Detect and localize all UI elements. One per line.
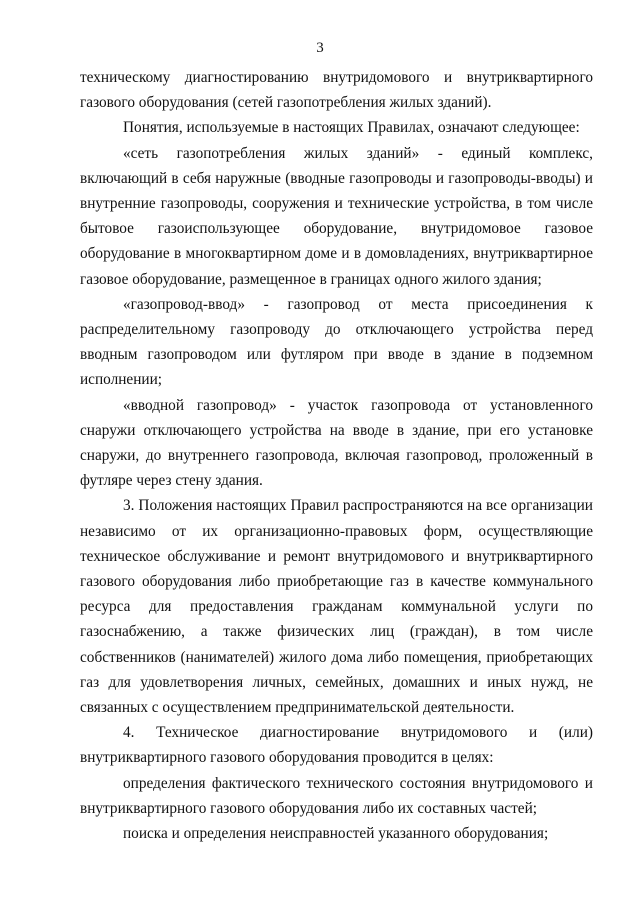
paragraph-clause-3: 3. Положения настоящих Правил распространяются на все организации независимо от их организационно-правовых форм, осуществляющие техническое обслуживание и ремонт внутридомового и внутриквартирного газового оборудования либо приобретающие газ в качестве коммунального ресурса для предоставления гражданам коммунальной услуги по газоснабжению, а также физических лиц (граждан), в том числе собственников (нанимателей) жилого дома либо помещения, приобретающих газ для удовлетворения личных, семейных, домашних и иных нужд, не связанных с осуществлением предпринимательской деятельности. bbox=[80, 497, 593, 717]
document-body bbox=[80, 65, 593, 846]
paragraph-continuation: техническому диагностированию внутридомового и внутриквартирного газового оборудования (сетей газопотребления жилых зданий). bbox=[80, 69, 593, 112]
paragraph-purpose-1: определения фактического технического состояния внутридомового и внутриквартирного газового оборудования либо их составных частей; bbox=[80, 774, 593, 817]
paragraph-definitions-intro: Понятия, используемые в настоящих Правилах, означают следующее: bbox=[123, 119, 580, 137]
paragraph-definition-gas-inlet: «газопровод-ввод» - газопровод от места присоединения к распределительному газопроводу до отключающего устройства перед вводным газопроводом или футляром при вводе в здание в подземном исполнении; bbox=[80, 295, 593, 389]
page-number: 3 bbox=[316, 40, 324, 56]
paragraph-definition-gas-network: «сеть газопотребления жилых зданий» - единый комплекс, включающий в себя наружные (вводные газопроводы и газопроводы-вводы) и внутренние газопроводы, сооружения и технические устройства, в том числе бытовое газоиспользующее оборудование, внутридомовое газовое оборудование в многоквартирном доме и в домовладениях, внутриквартирное газовое оборудование, размещенное в границах одного жилого здания; bbox=[80, 144, 593, 288]
paragraph-clause-4: 4. Техническое диагностирование внутридомового и (или) внутриквартирного газового оборудования проводится в целях: bbox=[80, 724, 593, 767]
paragraph-definition-input-pipeline: «вводной газопровод» - участок газопровода от установленного снаружи отключающего устройства на вводе в здание, при его установке снаружи, до внутреннего газопровода, включая газопровод, проложенный в футляре через стену здания. bbox=[80, 396, 593, 490]
paragraph-purpose-2: поиска и определения неисправностей указанного оборудования; bbox=[123, 825, 549, 843]
